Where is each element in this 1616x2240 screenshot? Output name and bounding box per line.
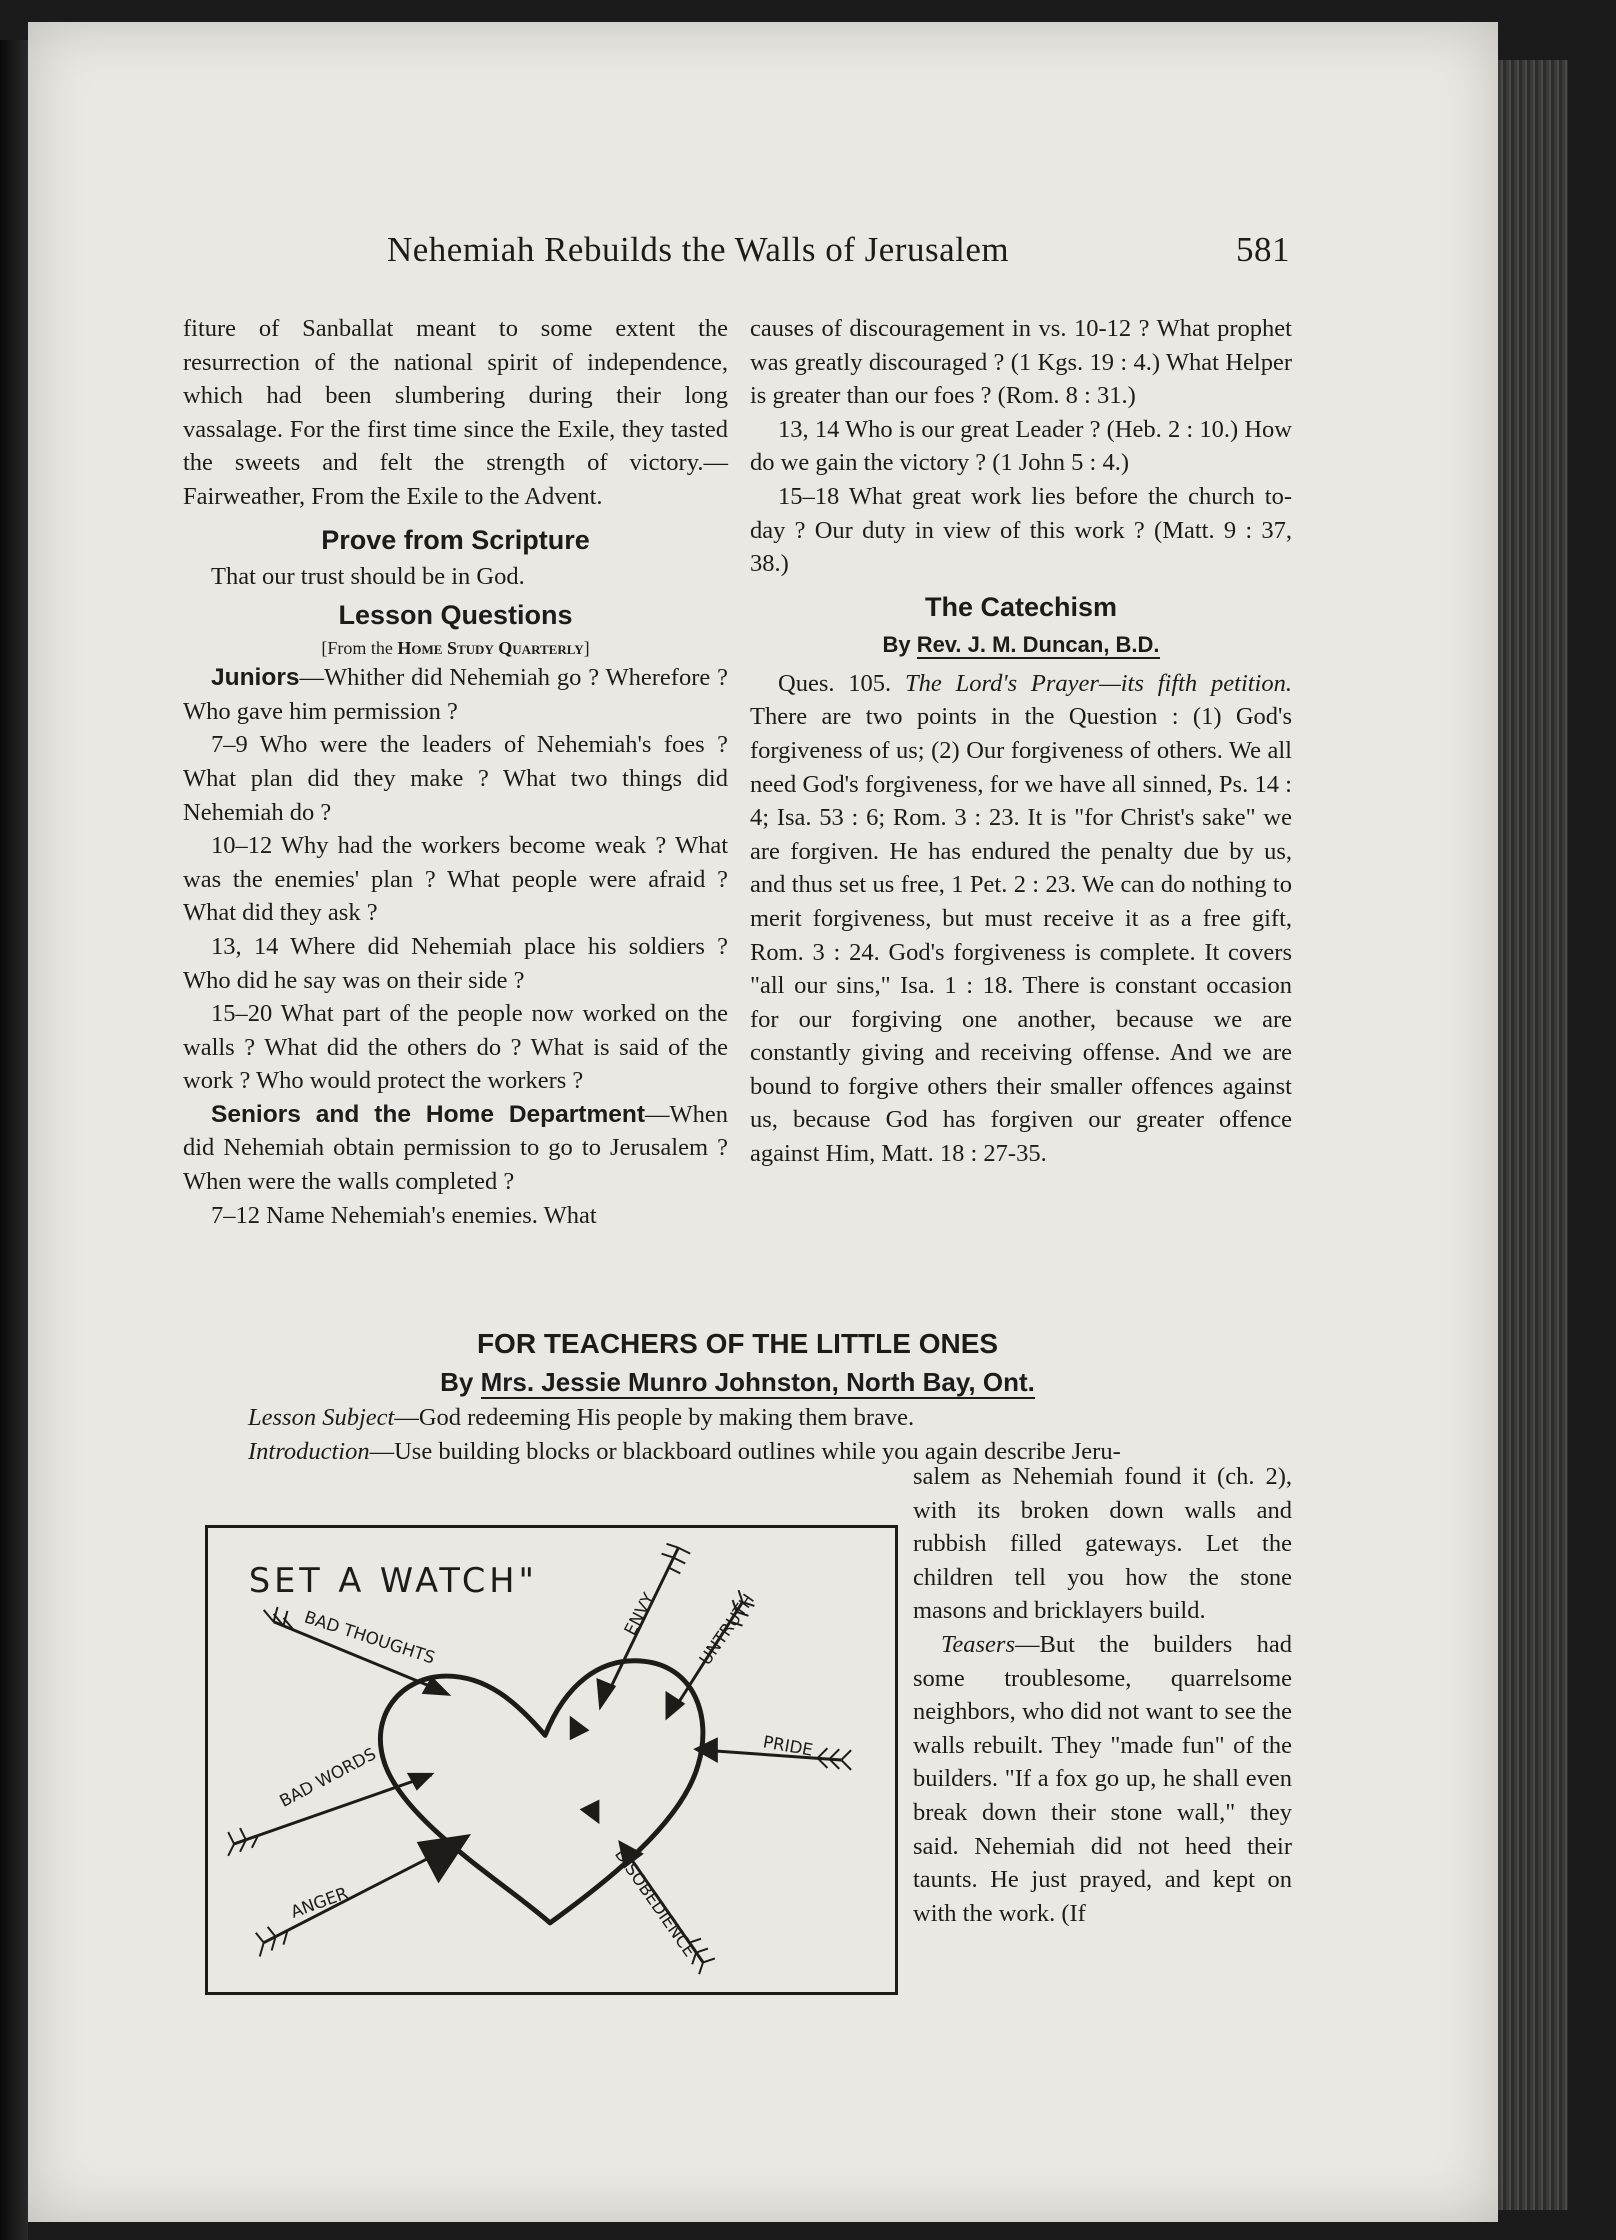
- lesson-questions-heading: Lesson Questions: [338, 600, 573, 631]
- left-column: [183, 312, 728, 1232]
- teachers-body: [913, 1460, 1292, 1930]
- prove-text: That our trust should be in God.: [211, 562, 525, 590]
- lesson-subject-text: —God redeeming His people by making them brave.: [394, 1404, 915, 1431]
- byline-author: Rev. J. M. Duncan, B.D.: [916, 631, 1160, 657]
- question-number: Ques. 105.: [778, 669, 905, 697]
- lesson-questions-source: [183, 635, 728, 661]
- catechism-paragraph: [750, 667, 1292, 1171]
- prove-heading: Prove from Scripture: [321, 524, 590, 555]
- question-7-12: 7–12 Name Nehemiah's enemies. What: [211, 1201, 597, 1229]
- lesson-subject: [183, 1401, 1292, 1435]
- juniors-text: —Whither did Nehemiah go ? Wherefore ? Who gave him permission ?: [183, 664, 728, 725]
- question-7-9: 7–9 Who were the leaders of Nehemiah's foes ? What plan did they make ? What two things did Nehemiah do ?: [183, 731, 728, 826]
- right-column: [750, 312, 1292, 1171]
- page-stack-edge: [1498, 60, 1568, 2210]
- teachers-heading: FOR TEACHERS OF THE LITTLE ONES: [476, 1328, 999, 1359]
- label-envy: ENVY: [619, 1589, 659, 1639]
- paragraph-discouragement: causes of discouragement in vs. 10-12 ? What prophet was greatly discouraged ? (1 Kgs. 19 : 4.) What Helper is greater than our foes ? (Rom. 8 : 31.): [750, 315, 1292, 410]
- juniors-paragraph: [183, 661, 728, 728]
- drawing-title: SET A WATCH": [248, 1561, 538, 1601]
- seniors-paragraph: [183, 1098, 728, 1199]
- fletching-envy: [662, 1544, 691, 1574]
- question-13-14: 13, 14 Where did Nehemiah place his soldiers ? Who did he say was on their side ?: [183, 932, 728, 994]
- teachers-byline: [183, 1363, 1292, 1401]
- teasers-text: —But the builders had some troublesome, quarrelsome neighbors, who did not want to see the walls rebuilt. They "made fun" of the builders. "If a fox go up, he shall even break down their stone wall," they said. Nehemiah did not heed their taunts. He just prayed, and kept on with the work. (If: [913, 1630, 1292, 1927]
- question-15-20: 15–20 What part of the people now worked on the walls ? What did the others do ? What is said of the work ? Who would protect the workers ?: [183, 1000, 728, 1095]
- paragraph-fairweather: fiture of Sanballat meant to some extent the resurrection of the national spirit of independence, which had been slumbering during their long vassalage. For the first time since the Exile, they tasted the sweets and felt the strength of victory.—Fairweather, From the Exile to the Advent.: [183, 315, 728, 510]
- introduction-text: —Use building blocks or blackboard outlines while you again describe Jeru-: [369, 1437, 1121, 1465]
- question-title: The Lord's Prayer—its fifth petition.: [905, 669, 1292, 697]
- source-prefix: [From the: [321, 638, 398, 659]
- teachers-section: [183, 1325, 1292, 1468]
- seniors-label: Seniors and the Home Department: [211, 1100, 645, 1128]
- arrowhead-pride: [693, 1737, 718, 1763]
- byline-prefix: By: [882, 631, 917, 657]
- heart-inner-mark-top: [570, 1716, 590, 1741]
- label-bad-thoughts: BAD THOUGHTS: [301, 1606, 438, 1668]
- teachers-byline-prefix: By: [440, 1367, 481, 1397]
- label-disobedience: DISOBEDIENCE: [610, 1844, 701, 1961]
- juniors-label: Juniors: [211, 664, 300, 692]
- introduction-label: Introduction: [248, 1437, 370, 1465]
- seniors-text: —When did Nehemiah obtain permission to go to Jerusalem ? When were the walls completed ?: [183, 1100, 728, 1196]
- heart-arrows-svg: [208, 1528, 895, 1992]
- question-15-18: 15–18 What great work lies before the church to-day ? Our duty in view of this work ? (Matt. 9 : 37, 38.): [750, 482, 1292, 578]
- set-a-watch-drawing: [205, 1525, 898, 1995]
- teasers-label: Teasers: [941, 1630, 1015, 1658]
- label-untruth: UNTRUTH: [694, 1590, 759, 1669]
- lesson-subject-label: Lesson Subject: [248, 1404, 395, 1431]
- catechism-byline: [750, 627, 1292, 663]
- source-title: Home Study Quarterly: [397, 638, 584, 659]
- running-title: Nehemiah Rebuilds the Walls of Jerusalem: [387, 230, 1010, 269]
- heart-inner-mark-bottom: [580, 1799, 600, 1824]
- question-10-12: 10–12 Why had the workers become weak ? What was the enemies' plan ? What people were afraid ? What did they ask ?: [183, 832, 728, 927]
- fletching-bad-thoughts: [264, 1607, 294, 1630]
- label-bad-words: BAD WORDS: [275, 1743, 380, 1811]
- page-number: 581: [1236, 230, 1290, 269]
- question-answer: There are two points in the Question : (1) God's forgiveness of us; (2) Our forgiveness of others. We all need God's forgiveness, for we have all sinned, Ps. 14 : 4; Isa. 53 : 6; Rom. 3 : 23. It is "for Christ's sake" we are forgiven. He has endured the penalty due by us, and thus set us free, 1 Pet. 2 : 23. We can do nothing to merit forgiveness, but must receive it as a free gift, Rom. 3 : 24. God's forgiveness is complete. It covers "all our sins," Isa. 1 : 18. There is constant occasion for our forgiving one another, because we are constantly giving and receiving offense. And we are bound to forgive others their smaller offences against us, because God has forgiven our greater offence against Him, Matt. 18 : 27-35.: [750, 703, 1292, 1168]
- source-suffix: ]: [583, 638, 590, 659]
- label-anger: ANGER: [287, 1882, 351, 1922]
- teachers-byline-author: Mrs. Jessie Munro Johnston, North Bay, Ont.: [480, 1367, 1035, 1397]
- catechism-heading: The Catechism: [924, 591, 1118, 622]
- book-gutter-shadow: [0, 40, 28, 2240]
- question-13-14-right: 13, 14 Who is our great Leader ? (Heb. 2 : 10.) How do we gain the victory ? (1 John 5 : 4.): [750, 415, 1292, 477]
- teasers-paragraph: [913, 1628, 1292, 1930]
- label-pride: PRIDE: [761, 1731, 815, 1760]
- teachers-body-paragraph: salem as Nehemiah found it (ch. 2), with its broken down walls and rubbish filled gateways. Let the children tell you how the stone masons and bricklayers build.: [913, 1463, 1292, 1625]
